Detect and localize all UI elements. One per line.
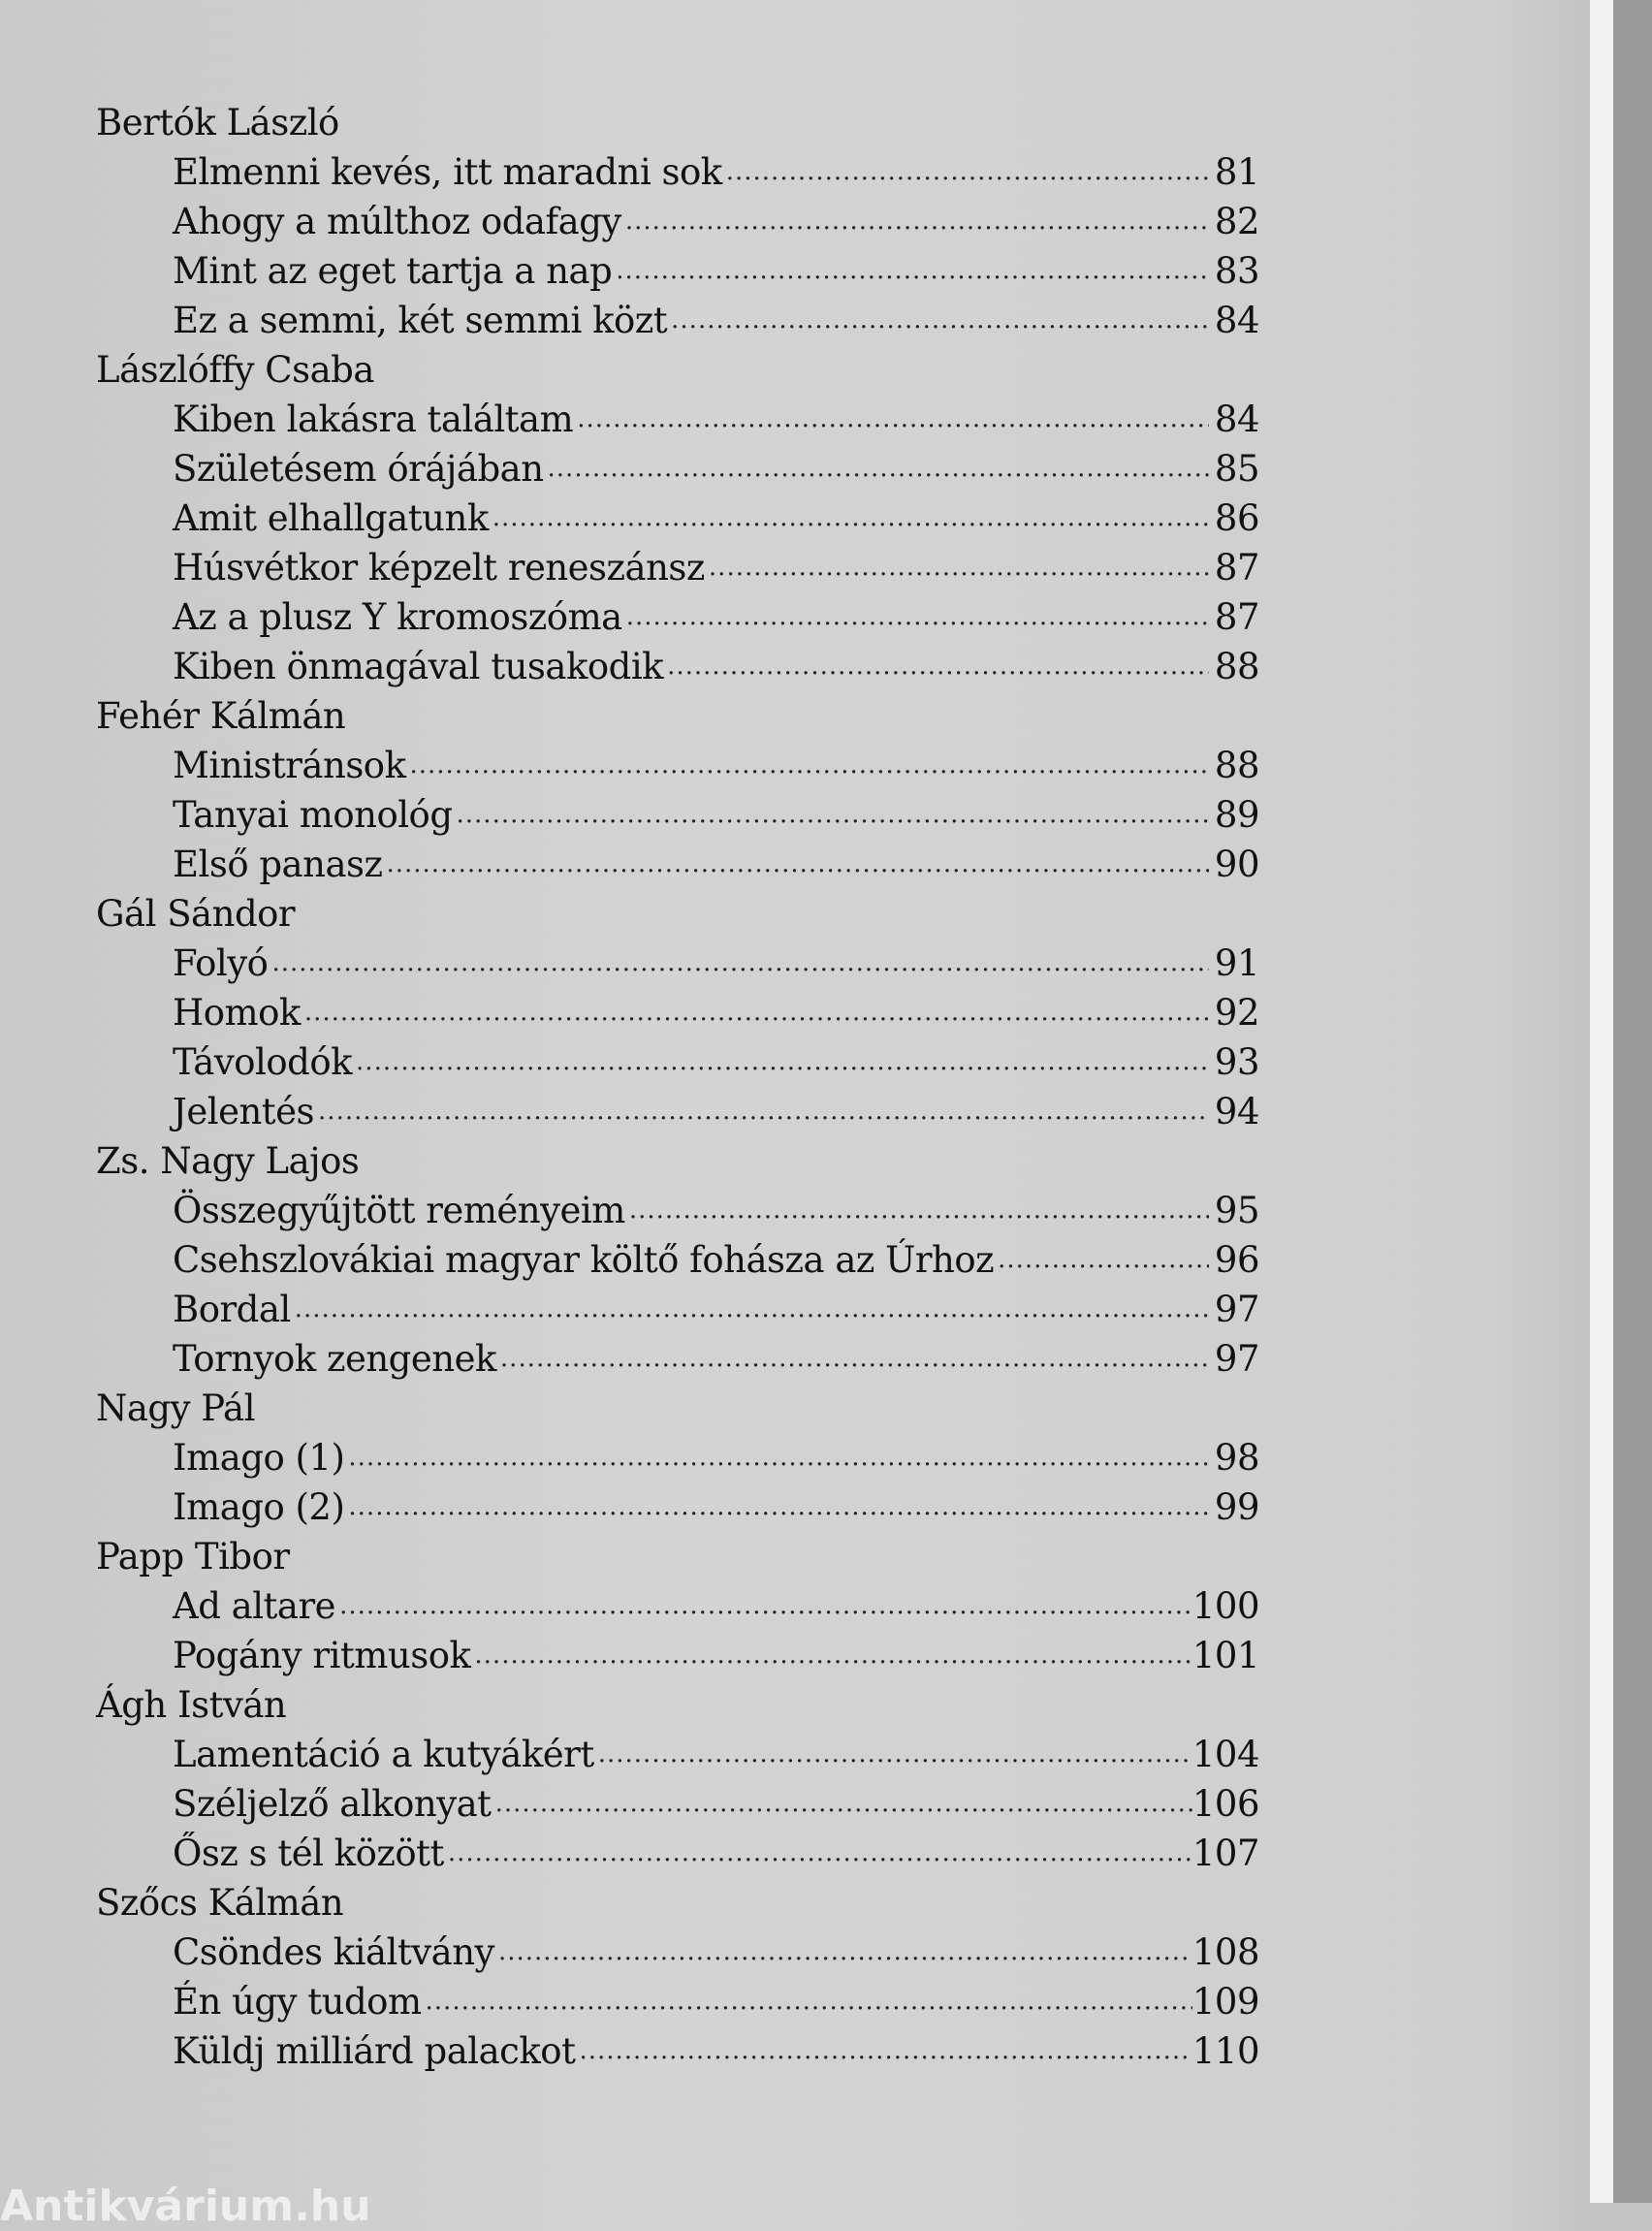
dot-leader <box>612 246 1209 296</box>
page-number: 84 <box>1214 300 1259 341</box>
toc-entry <box>96 790 1259 840</box>
toc-entry <box>96 494 1259 543</box>
watermark: Antikvárium.hu <box>0 2182 371 2231</box>
toc-entry <box>96 1928 1259 1977</box>
toc-entry <box>96 1037 1259 1087</box>
toc-entry <box>96 1779 1259 1829</box>
dot-leader <box>453 790 1209 840</box>
page-number: 88 <box>1214 745 1259 786</box>
dot-leader <box>489 494 1209 543</box>
toc-author <box>96 1136 1259 1186</box>
page-number: 107 <box>1191 1833 1259 1874</box>
author-name: Zs. Nagy Lajos <box>96 1140 360 1182</box>
toc-author <box>96 1532 1259 1581</box>
toc-entry <box>96 1730 1259 1779</box>
toc-entry <box>96 741 1259 790</box>
toc-entry <box>96 1433 1259 1482</box>
poem-title: Ministránsok <box>173 745 406 786</box>
poem-title: Első panasz <box>173 844 383 885</box>
poem-title: Távolodók <box>173 1041 353 1083</box>
author-name: Szőcs Kálmán <box>96 1882 344 1924</box>
page-number: 98 <box>1214 1437 1259 1479</box>
poem-title: Homok <box>173 992 301 1034</box>
dot-leader <box>667 296 1209 345</box>
toc-entry <box>96 592 1259 642</box>
toc-entry <box>96 395 1259 444</box>
page-number: 84 <box>1214 398 1259 440</box>
poem-title: Az a plusz Y kromoszóma <box>173 596 622 638</box>
toc-author <box>96 345 1259 395</box>
page-number: 104 <box>1191 1734 1259 1775</box>
poem-title: Tanyai monológ <box>173 794 453 836</box>
page-edge <box>1590 0 1613 2203</box>
toc-entry <box>96 1829 1259 1878</box>
poem-title: Imago (2) <box>173 1486 345 1528</box>
page-number: 86 <box>1214 497 1259 539</box>
dot-leader <box>622 592 1209 642</box>
toc-entry <box>96 2026 1259 2076</box>
page-number: 110 <box>1191 2030 1259 2072</box>
poem-title: Mint az eget tartja a nap <box>173 250 613 292</box>
author-name: Ágh István <box>96 1684 287 1726</box>
toc-entry <box>96 1482 1259 1532</box>
poem-title: Tornyok zengenek <box>173 1338 496 1380</box>
toc-entry <box>96 444 1259 494</box>
dot-leader <box>575 2026 1191 2076</box>
toc-entry <box>96 1235 1259 1285</box>
dot-leader <box>625 1186 1209 1235</box>
poem-title: Kiben önmagával tusakodik <box>173 646 664 687</box>
dot-leader <box>594 1730 1192 1779</box>
toc-entry <box>96 840 1259 889</box>
author-name: Bertók László <box>96 102 339 143</box>
page-number: 85 <box>1214 448 1259 490</box>
page-number: 97 <box>1214 1289 1259 1330</box>
dot-leader <box>994 1235 1209 1285</box>
poem-title: Ad altare <box>173 1585 336 1627</box>
poem-title: Ahogy a múlthoz odafagy <box>173 201 621 242</box>
page-edge-shadow <box>1613 0 1652 2203</box>
toc-entry <box>96 1087 1259 1136</box>
dot-leader <box>352 1037 1209 1087</box>
dot-leader <box>335 1581 1192 1631</box>
page-number: 92 <box>1214 992 1259 1034</box>
author-name: Nagy Pál <box>96 1387 255 1429</box>
dot-leader <box>301 988 1209 1037</box>
page-number: 89 <box>1214 794 1259 836</box>
dot-leader <box>705 543 1209 592</box>
page-number: 90 <box>1214 844 1259 885</box>
poem-title: Küldj milliárd palackot <box>173 2030 576 2072</box>
dot-leader <box>382 840 1209 889</box>
author-name: Lászlóffy Csaba <box>96 349 374 391</box>
page-number: 101 <box>1191 1635 1259 1676</box>
page-number: 96 <box>1214 1239 1259 1281</box>
toc-entry <box>96 939 1259 988</box>
poem-title: Amit elhallgatunk <box>173 497 489 539</box>
dot-leader <box>444 1829 1192 1878</box>
toc-entry <box>96 988 1259 1037</box>
page-number: 97 <box>1214 1338 1259 1380</box>
author-name: Papp Tibor <box>96 1536 290 1578</box>
dot-leader <box>291 1285 1209 1334</box>
poem-title: Húsvétkor képzelt reneszánsz <box>173 547 705 589</box>
page-number: 109 <box>1191 1981 1259 2023</box>
toc-entry <box>96 296 1259 345</box>
toc-author <box>96 889 1259 939</box>
table-of-contents <box>96 98 1259 2076</box>
toc-entry <box>96 1631 1259 1680</box>
toc-entry <box>96 1977 1259 2026</box>
toc-author <box>96 98 1259 147</box>
dot-leader <box>344 1482 1209 1532</box>
poem-title: Pogány ritmusok <box>173 1635 471 1676</box>
page-number: 82 <box>1214 201 1259 242</box>
dot-leader <box>621 197 1209 246</box>
poem-title: Ez a semmi, két semmi közt <box>173 300 668 341</box>
page-number: 95 <box>1214 1190 1259 1231</box>
author-name: Fehér Kálmán <box>96 695 346 737</box>
dot-leader <box>406 741 1210 790</box>
page-number: 88 <box>1214 646 1259 687</box>
dot-leader <box>422 1977 1192 2026</box>
poem-title: Kiben lakásra találtam <box>173 398 574 440</box>
toc-author <box>96 1384 1259 1433</box>
page-number: 94 <box>1214 1091 1259 1132</box>
toc-entry <box>96 147 1259 197</box>
dot-leader <box>663 642 1209 691</box>
toc-entry <box>96 543 1259 592</box>
dot-leader <box>314 1087 1209 1136</box>
page-number: 93 <box>1214 1041 1259 1083</box>
page-number: 87 <box>1214 596 1259 638</box>
dot-leader <box>573 395 1209 444</box>
poem-title: Széljelző alkonyat <box>173 1783 492 1825</box>
toc-entry <box>96 1285 1259 1334</box>
poem-title: Én úgy tudom <box>173 1981 422 2023</box>
dot-leader <box>544 444 1209 494</box>
dot-leader <box>268 939 1209 988</box>
poem-title: Ősz s tél között <box>173 1833 444 1874</box>
toc-entry <box>96 246 1259 296</box>
poem-title: Folyó <box>173 942 269 984</box>
dot-leader <box>722 147 1209 197</box>
toc-author <box>96 1878 1259 1928</box>
page-number: 83 <box>1214 250 1259 292</box>
poem-title: Imago (1) <box>173 1437 345 1479</box>
toc-entry <box>96 197 1259 246</box>
toc-author <box>96 691 1259 741</box>
page-number: 99 <box>1214 1486 1259 1528</box>
poem-title: Jelentés <box>173 1091 315 1132</box>
dot-leader <box>344 1433 1209 1482</box>
toc-entry <box>96 642 1259 691</box>
page-number: 81 <box>1214 151 1259 193</box>
poem-title: Születésem órájában <box>173 448 544 490</box>
dot-leader <box>492 1779 1192 1829</box>
poem-title: Lamentáció a kutyákért <box>173 1734 594 1775</box>
author-name: Gál Sándor <box>96 893 296 935</box>
page-number: 106 <box>1191 1783 1259 1825</box>
page-number: 108 <box>1191 1931 1259 1973</box>
page-number: 100 <box>1191 1585 1259 1627</box>
toc-author <box>96 1680 1259 1730</box>
poem-title: Elmenni kevés, itt maradni sok <box>173 151 722 193</box>
toc-entry <box>96 1581 1259 1631</box>
toc-entry <box>96 1186 1259 1235</box>
poem-title: Bordal <box>173 1289 291 1330</box>
page-number: 91 <box>1214 942 1259 984</box>
page-number: 87 <box>1214 547 1259 589</box>
poem-title: Összegyűjtött reményeim <box>173 1190 625 1231</box>
poem-title: Csöndes kiáltvány <box>173 1931 494 1973</box>
dot-leader <box>470 1631 1191 1680</box>
dot-leader <box>494 1928 1192 1977</box>
toc-entry <box>96 1334 1259 1384</box>
dot-leader <box>496 1334 1209 1384</box>
poem-title: Csehszlovákiai magyar költő fohásza az Úrhoz <box>173 1239 995 1281</box>
